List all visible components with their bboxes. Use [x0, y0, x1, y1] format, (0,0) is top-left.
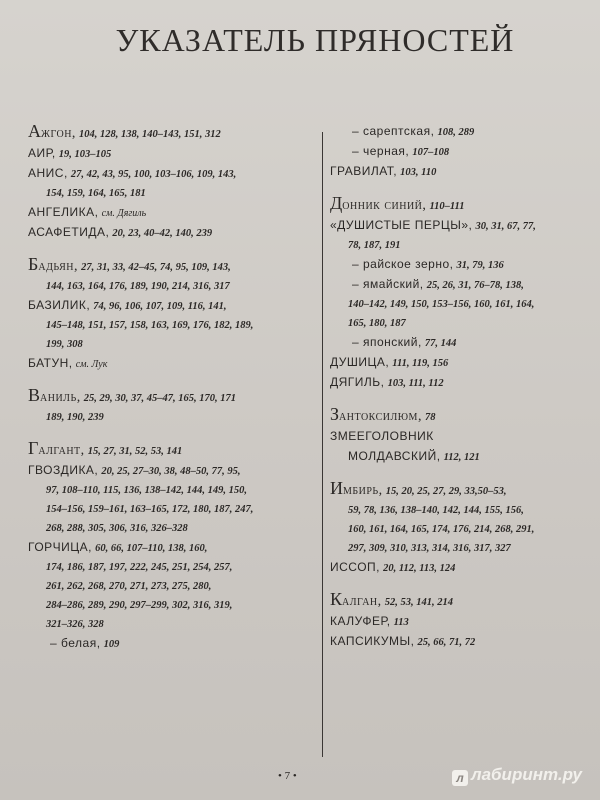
page-title: УКАЗАТЕЛЬ ПРЯНОСТЕЙ — [115, 22, 515, 58]
entry-term: мбирь, — [343, 483, 383, 498]
index-entry-line — [330, 590, 570, 612]
entry-page-numbers: 113 — [393, 617, 409, 628]
watermark-text: лабиринт.ру — [471, 765, 582, 784]
index-entry-line — [28, 519, 318, 538]
index-entry-line — [28, 354, 318, 374]
index-entry-line — [330, 501, 570, 520]
index-section — [330, 590, 570, 652]
index-entry-line — [330, 447, 570, 467]
index-entry-line — [330, 427, 570, 447]
entry-page-numbers: 59, 78, 136, 138–140, 142, 144, 155, 156, — [348, 505, 524, 516]
entry-page-numbers: 154, 159, 164, 165, 181 — [46, 188, 146, 199]
entry-term: жгон, — [41, 126, 76, 141]
index-entry-line — [28, 296, 318, 316]
entry-page-numbers: 107–108 — [412, 147, 450, 158]
entry-initial-letter: Б — [28, 254, 39, 274]
index-entry-line — [28, 439, 318, 461]
index-entry-line — [28, 277, 318, 296]
entry-cross-reference: см. Лук — [75, 359, 108, 370]
entry-page-numbers: 25, 66, 71, 72 — [417, 637, 476, 648]
entry-initial-letter: З — [330, 404, 340, 424]
index-entry-line — [28, 144, 318, 164]
entry-term: АСАФЕТИДА, — [28, 225, 110, 239]
labirint-logo-icon: л — [452, 770, 468, 786]
entry-term: алган, — [342, 594, 382, 609]
entry-page-numbers: 19, 103–105 — [58, 149, 112, 160]
entry-page-numbers: 189, 190, 239 — [46, 412, 104, 423]
index-entry-line — [28, 615, 318, 634]
index-entry-line — [28, 596, 318, 615]
index-entry-line — [330, 612, 570, 632]
entry-initial-letter: Д — [330, 193, 343, 213]
index-entry-line — [330, 479, 570, 501]
index-section — [28, 122, 318, 243]
entry-page-numbers: 104, 128, 138, 140–143, 151, 312 — [79, 129, 221, 140]
entry-term: ЗМЕЕГОЛОВНИК — [330, 429, 434, 443]
entry-page-numbers: 145–148, 151, 157, 158, 163, 169, 176, 182, 189, — [46, 320, 254, 331]
entry-page-numbers: 110–111 — [429, 201, 465, 212]
entry-page-numbers: 77, 144 — [424, 338, 457, 349]
entry-page-numbers: 284–286, 289, 290, 297–299, 302, 316, 319, — [46, 600, 233, 611]
entry-term: ГОРЧИЦА, — [28, 540, 92, 554]
index-entry-line — [330, 122, 570, 142]
index-entry-line — [330, 295, 570, 314]
index-entry-line — [330, 353, 570, 373]
index-entry-line — [28, 223, 318, 243]
index-entry-line — [330, 405, 570, 427]
entry-page-numbers: 154–156, 159–161, 163–165, 172, 180, 187, 247, — [46, 504, 254, 515]
entry-cross-reference: см. Дягиль — [101, 208, 147, 219]
entry-term: онник синий, — [342, 198, 427, 213]
index-section — [330, 479, 570, 578]
index-section — [330, 405, 570, 467]
index-entry-line — [28, 634, 318, 654]
entry-term: – ямайский, — [352, 277, 424, 291]
index-entry-line — [28, 122, 318, 144]
index-entry-line — [28, 386, 318, 408]
entry-page-numbers: 140–142, 149, 150, 153–156, 160, 161, 164, — [348, 299, 535, 310]
index-entry-line — [330, 373, 570, 393]
entry-page-numbers: 268, 288, 305, 306, 316, 326–328 — [46, 523, 188, 534]
entry-initial-letter: В — [28, 385, 41, 405]
entry-term: адьян, — [38, 259, 78, 274]
entry-term: ДЯГИЛЬ, — [330, 375, 385, 389]
entry-page-numbers: 297, 309, 310, 313, 314, 316, 317, 327 — [348, 543, 511, 554]
entry-term: – райское зерно, — [352, 257, 454, 271]
entry-term: КАПСИКУМЫ, — [330, 634, 415, 648]
entry-term: «ДУШИСТЫЕ ПЕРЦЫ», — [330, 218, 473, 232]
entry-term: ДУШИЦА, — [330, 355, 390, 369]
index-section — [330, 122, 570, 182]
entry-term: ГРАВИЛАТ, — [330, 164, 398, 178]
entry-term: антоксилюм, — [339, 409, 422, 424]
index-entry-line — [28, 335, 318, 354]
index-section — [330, 194, 570, 393]
entry-initial-letter: Г — [28, 438, 39, 458]
entry-term: КАЛУФЕР, — [330, 614, 391, 628]
entry-page-numbers: 165, 180, 187 — [348, 318, 406, 329]
entry-page-numbers: 60, 66, 107–110, 138, 160, — [95, 543, 208, 554]
entry-term: алгант, — [38, 443, 85, 458]
entry-page-numbers: 103, 110 — [400, 167, 437, 178]
entry-term: АНИС, — [28, 166, 68, 180]
entry-term: ГВОЗДИКА, — [28, 463, 99, 477]
entry-term: – японский, — [352, 335, 422, 349]
entry-term: АИР, — [28, 146, 56, 160]
entry-page-numbers: 52, 53, 141, 214 — [384, 597, 453, 608]
index-entry-line — [28, 255, 318, 277]
page-number: • 7 • — [278, 770, 297, 782]
entry-page-numbers: 74, 96, 106, 107, 109, 116, 141, — [93, 301, 227, 312]
entry-page-numbers: 30, 31, 67, 77, — [475, 221, 536, 232]
entry-initial-letter: К — [330, 589, 343, 609]
entry-page-numbers: 111, 119, 156 — [392, 358, 449, 369]
index-entry-line — [330, 520, 570, 539]
entry-page-numbers: 20, 23, 40–42, 140, 239 — [112, 228, 213, 239]
entry-page-numbers: 25, 29, 30, 37, 45–47, 165, 170, 171 — [83, 393, 237, 404]
entry-page-numbers: 15, 20, 25, 27, 29, 33,50–53, — [385, 486, 507, 497]
index-entry-line — [330, 333, 570, 353]
index-entry-line — [330, 314, 570, 333]
index-entry-line — [330, 255, 570, 275]
index-section — [28, 439, 318, 654]
entry-page-numbers: 144, 163, 164, 176, 189, 190, 214, 316, 317 — [46, 281, 230, 292]
entry-term: – черная, — [352, 144, 410, 158]
entry-page-numbers: 27, 42, 43, 95, 100, 103–106, 109, 143, — [70, 169, 237, 180]
index-entry-line — [330, 539, 570, 558]
index-entry-line — [28, 184, 318, 203]
index-entry-line — [28, 538, 318, 558]
index-entry-line — [330, 216, 570, 236]
index-column-right — [330, 122, 570, 664]
entry-page-numbers: 199, 308 — [46, 339, 83, 350]
index-entry-line — [28, 500, 318, 519]
entry-term: ИССОП, — [330, 560, 380, 574]
entry-page-numbers: 25, 26, 31, 76–78, 138, — [426, 280, 524, 291]
entry-page-numbers: 261, 262, 268, 270, 271, 273, 275, 280, — [46, 581, 212, 592]
entry-page-numbers: 321–326, 328 — [46, 619, 104, 630]
index-entry-line — [28, 164, 318, 184]
entry-page-numbers: 15, 27, 31, 52, 53, 141 — [87, 446, 183, 457]
entry-page-numbers: 108, 289 — [437, 127, 475, 138]
entry-term: аниль, — [40, 390, 81, 405]
entry-page-numbers: 27, 31, 33, 42–45, 74, 95, 109, 143, — [81, 262, 231, 273]
entry-initial-letter: А — [28, 121, 41, 141]
index-entry-line — [330, 275, 570, 295]
index-entry-line — [28, 316, 318, 335]
index-entry-line — [330, 632, 570, 652]
entry-page-numbers: 109 — [103, 639, 120, 650]
index-entry-line — [28, 203, 318, 223]
entry-page-numbers: 160, 161, 164, 165, 174, 176, 214, 268, 291, — [348, 524, 535, 535]
index-entry-line — [28, 408, 318, 427]
index-column-left — [28, 122, 318, 666]
index-entry-line — [28, 461, 318, 481]
entry-initial-letter: И — [330, 478, 343, 498]
index-entry-line — [330, 142, 570, 162]
index-section — [28, 386, 318, 427]
index-entry-line — [330, 236, 570, 255]
entry-term: МОЛДАВСКИЙ, — [348, 449, 441, 463]
entry-page-numbers: 103, 111, 112 — [387, 378, 444, 389]
index-entry-line — [330, 194, 570, 216]
index-entry-line — [330, 558, 570, 578]
column-divider — [322, 132, 323, 757]
entry-term: БАЗИЛИК, — [28, 298, 91, 312]
index-entry-line — [28, 558, 318, 577]
index-entry-line — [330, 162, 570, 182]
entry-page-numbers: 20, 25, 27–30, 38, 48–50, 77, 95, — [101, 466, 241, 477]
entry-page-numbers: 112, 121 — [443, 452, 480, 463]
index-entry-line — [28, 481, 318, 500]
entry-term: – белая, — [50, 636, 101, 650]
entry-page-numbers: 20, 112, 113, 124 — [383, 563, 456, 574]
entry-term: – сарептская, — [352, 124, 435, 138]
entry-term: АНГЕЛИКА, — [28, 205, 99, 219]
entry-page-numbers: 31, 79, 136 — [456, 260, 504, 271]
entry-page-numbers: 174, 186, 187, 197, 222, 245, 251, 254, 257, — [46, 562, 233, 573]
watermark — [452, 765, 582, 786]
entry-term: БАТУН, — [28, 356, 73, 370]
index-entry-line — [28, 577, 318, 596]
entry-page-numbers: 78, 187, 191 — [348, 240, 401, 251]
index-section — [28, 255, 318, 374]
entry-page-numbers: 78 — [425, 412, 436, 423]
entry-page-numbers: 97, 108–110, 115, 136, 138–142, 144, 149, 150, — [46, 485, 247, 496]
